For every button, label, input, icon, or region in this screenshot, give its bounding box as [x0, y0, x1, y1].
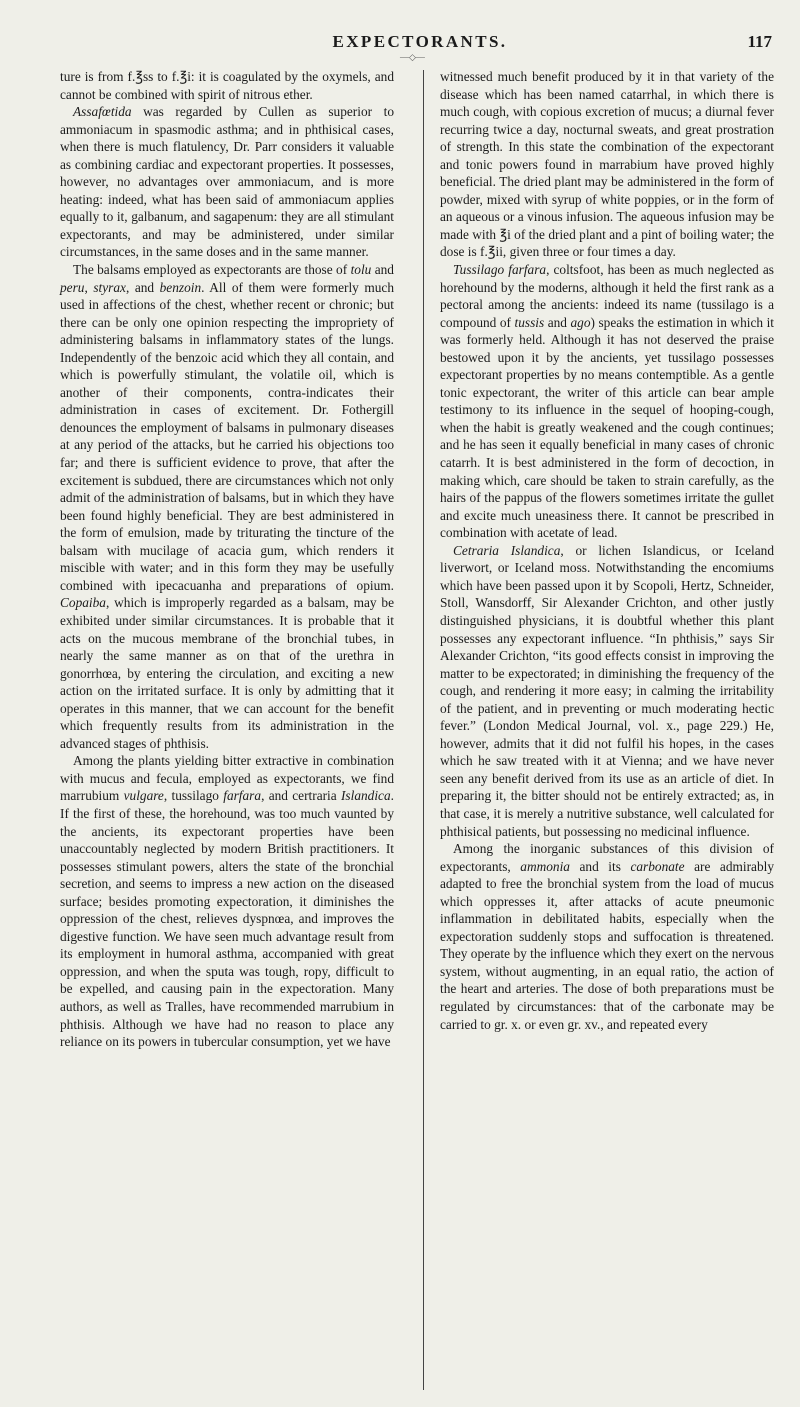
- right-column: [440, 68, 774, 1033]
- paragraph: Assafœtida was regarded by Cullen as superior to ammoniacum in spasmodic asthma; and in phthisical cases, when there is much flatulency, Dr. Parr considers it valuable as combining cardiac and expectorant properties. It possesses, however, no advantages over ammoniacum, and is more heating: indeed, what has been said of ammoniacum applies equally to it, galbanum, and sagapenum: they are all stimulant expectorants, and may be administered, under similar circumstances, in the same doses and in the same manner.: [60, 104, 394, 260]
- column-rule: [423, 70, 424, 1390]
- page-title: EXPECTORANTS.: [332, 32, 508, 51]
- paragraph: The balsams employed as expectorants are those of tolu and peru, styrax, and benzoin. All of them were formerly much used in affections of the chest, whether recent or chronic; but there can be only one opinion respecting the impropriety of administering balsams in inflammatory states of the lungs. Independently of the benzoic acid which they all contain, and which is powerfully stimulant, the volatile oil, which is another of their components, contra-indicates their administration in cases of excitement. Dr. Fothergill denounces the employment of balsams in pulmonary diseases at any period of the attacks, but he carried his objections too far; and there is sufficient evidence to prove, that after the excitement is subdued, there are circumstances which not only admit of the administration of balsams, but in which they have been found highly beneficial. They are best administered in the form of emulsion, made by triturating the tincture of the balsam with mucilage of acacia gum, which renders it miscible with water; and in this form they may be usefully combined with ipecacuanha and preparations of opium. Copaiba, which is improperly regarded as a balsam, may be exhibited under similar circumstances. It is probable that it acts on the mucous membrane of the bronchial tubes, in nearly the same manner as on that of the urethra in gonorrhœa, by entering the circulation, and exciting a new action on the irritated surface. It is only by admitting that it operates in this manner, that we can account for the benefit which frequently results from its administration in the advanced stages of phthisis.: [60, 262, 395, 751]
- paragraph: Among the inorganic substances of this division of expectorants, ammonia and its carbonate are admirably adapted to free the bronchial system from the load of mucus which oppresses it, after attacks of acute pneumonic inflammation in debilitated habits, especially when the expectoration suddenly stops and suffocation is threatened. They operate by the influence which they exert on the nervous system, without augmenting, in an equal ratio, the action of the heart and arteries. The dose of both preparations must be regulated by circumstances: that of the carbonate may be carried to gr. x. or even gr. xv., and repeated every: [440, 841, 774, 1032]
- ornament-divider: —◇—: [400, 52, 425, 62]
- paragraph: Tussilago farfara, coltsfoot, has been as much neglected as horehound by the moderns, although it held the first rank as a pectoral among the ancients: indeed its name (tussilago is a compound of tussis and ago) speaks the estimation in which it was formerly held. Although it has not deserved the praise bestowed upon it by the ancients, yet tussilago possesses expectorant properties by no means contemptible. As a gentle tonic expectorant, the writer of this article can bear ample testimony to its influence in the sequel of hooping-cough, when the habit is greatly weakened and the cough continues; and he has seen it equally beneficial in many cases of chronic catarrh. It is best administered in the form of decoction, in making which, care should be taken to strain carefully, as the hairs of the pappus of the flowers sometimes irritate the gullet and excite much uneasiness there. It cannot be prescribed in combination with acetate of lead.: [440, 262, 774, 541]
- paragraph: ture is from f.℥ss to f.℥i: it is coagulated by the oxymels, and cannot be combined with spirit of nitrous ether.: [60, 69, 394, 102]
- paragraph: Cetraria Islandica, or lichen Islandicus, or Iceland liverwort, or Iceland moss. Notwithstanding the encomiums which have been passed upon it by Scopoli, Hertz, Schneider, Stoll, Wansdorff, Sir Alexander Crichton, and other justly distinguished physicians, it is doubtful whether this plant possesses any expectorant influence. “In phthisis,” says Sir Alexander Crichton, “its good effects consist in improving the matter to be expectorated; in diminishing the frequency of the cough, and rendering it more easy; in calming the irritability of the patient, and in preventing or much moderating hectic fever.” (London Medical Journal, vol. x., page 229.) He, however, admits that it did not fulfil his hopes, in the cases which he saw treated with it at Vienna; and we have never seen any benefit derived from its use as an article of diet. In preparing it, the bitter should not be entirely extracted; as, in that case, it is merely a nutritive substance, well calculated for phthisical patients, but possessing no medicinal influence.: [440, 542, 775, 839]
- running-head: [60, 32, 780, 62]
- page-number: 117: [747, 32, 772, 51]
- left-column: [60, 68, 394, 1051]
- paragraph: Among the plants yielding bitter extractive in combination with mucus and fecula, employed as expectorants, we find marrubium vulgare, tussilago farfara, and certraria Islandica. If the first of these, the horehound, was too much vaunted by the ancients, its expectorant properties have been unaccountably neglected by modern British practitioners. It possesses stimulant powers, alters the state of the bronchial secretion, and seems to impress a new action on the diseased surface; besides promoting expectoration, it diminishes the oppression of the chest, relieves dyspnœa, and improves the digestive function. We have seen much advantage result from its employment in humoral asthma, accompanied with great oppression, and when the sputa was tough, ropy, difficult to be expelled, and causing pain in the expectoration. Many authors, as well as Tralles, have recommended marrubium in phthisis. Although we have had no reason to place any reliance on its powers in tubercular consumption, yet we have: [60, 753, 394, 1050]
- paragraph: witnessed much benefit produced by it in that variety of the disease which has been named catarrhal, in which there is much cough, with copious excretion of mucus; a diurnal fever recurring twice a day, nocturnal sweats, and great prostration of strength. In this state the combination of the expectorant and tonic powers found in marrabium have proved highly beneficial. The dried plant may be administered in the form of powder, mixed with syrup of white poppies, or in the form of an aqueous or a vinous infusion. The aqueous infusion may be made with ℥i of the dried plant and a pint of boiling water; the dose is f.℥ii, given three or four times a day.: [440, 69, 774, 260]
